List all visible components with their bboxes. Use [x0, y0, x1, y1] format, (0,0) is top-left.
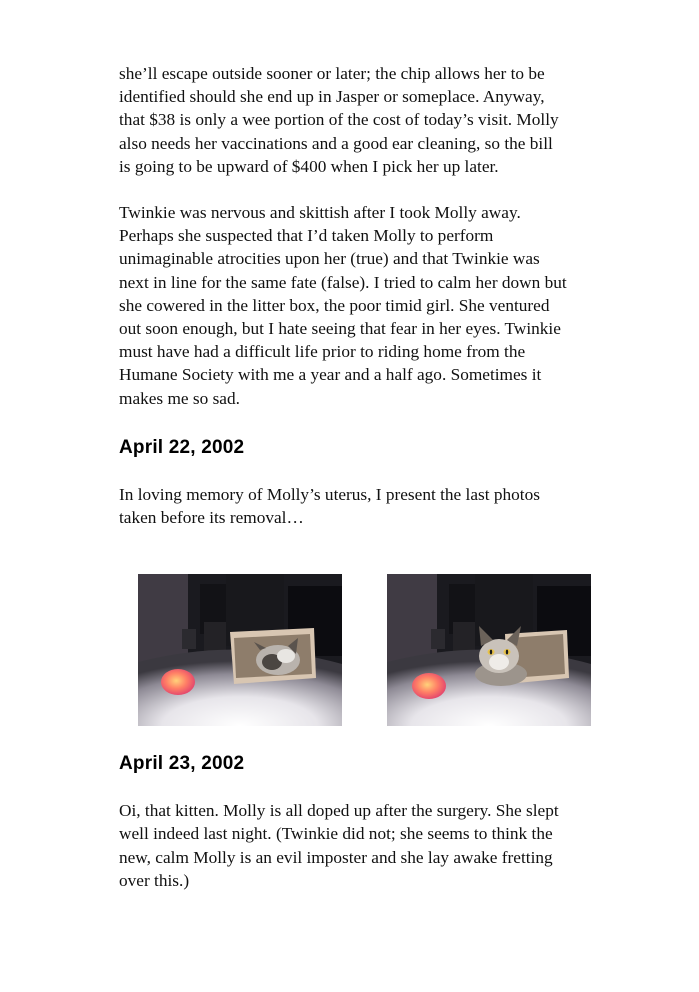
text-line: she cowered in the litter box, the poor timid girl. She ventured	[119, 295, 550, 315]
text-line: makes me so sad.	[119, 388, 240, 408]
text-line: must have had a difficult life prior to riding home from the	[119, 342, 526, 362]
text-line: identified should she end up in Jasper or someplace. Anyway,	[119, 87, 545, 107]
paragraph-twinkie-nervous	[119, 201, 641, 410]
date-heading-april-22: April 22, 2002	[119, 436, 245, 458]
text-line: she’ll escape outside sooner or later; the chip allows her to be	[119, 64, 545, 83]
paragraph-microchip-cost	[119, 62, 641, 178]
photo-cat-lying-in-box	[387, 574, 591, 726]
text-line: that $38 is only a wee portion of the cost of today’s visit. Molly	[119, 110, 559, 130]
text-line: taken before its removal…	[119, 508, 304, 528]
text-line: Perhaps she suspected that I’d taken Molly to perform	[119, 226, 494, 246]
photo-cat-peeking-from-box	[138, 574, 342, 726]
date-heading-april-23: April 23, 2002	[119, 753, 245, 775]
text-line: Humane Society with me a year and a half ago. Sometimes it	[119, 365, 542, 385]
photo-row	[119, 574, 641, 726]
text-line: also needs her vaccinations and a good ear cleaning, so the bill	[119, 133, 553, 153]
paragraph-after-surgery	[119, 799, 641, 892]
text-line: Oi, that kitten. Molly is all doped up after the surgery. She slept	[119, 801, 559, 821]
text-line: unimaginable atrocities upon her (true) and that Twinkie was	[119, 249, 540, 269]
text-line: out soon enough, but I hate seeing that fear in her eyes. Twinkie	[119, 319, 561, 339]
text-line: Twinkie was nervous and skittish after I took Molly away.	[119, 203, 521, 223]
text-line: is going to be upward of $400 when I pick her up later.	[119, 156, 499, 176]
text-line: next in line for the same fate (false). I tried to calm her down but	[119, 272, 567, 292]
text-line: over this.)	[119, 870, 190, 890]
text-line: new, calm Molly is an evil imposter and she lay awake fretting	[119, 847, 553, 867]
text-line: well indeed last night. (Twinkie did not; she seems to think the	[119, 824, 553, 844]
paragraph-photo-intro	[119, 483, 641, 529]
text-line: In loving memory of Molly’s uterus, I present the last photos	[119, 484, 540, 504]
document-page	[119, 62, 641, 892]
